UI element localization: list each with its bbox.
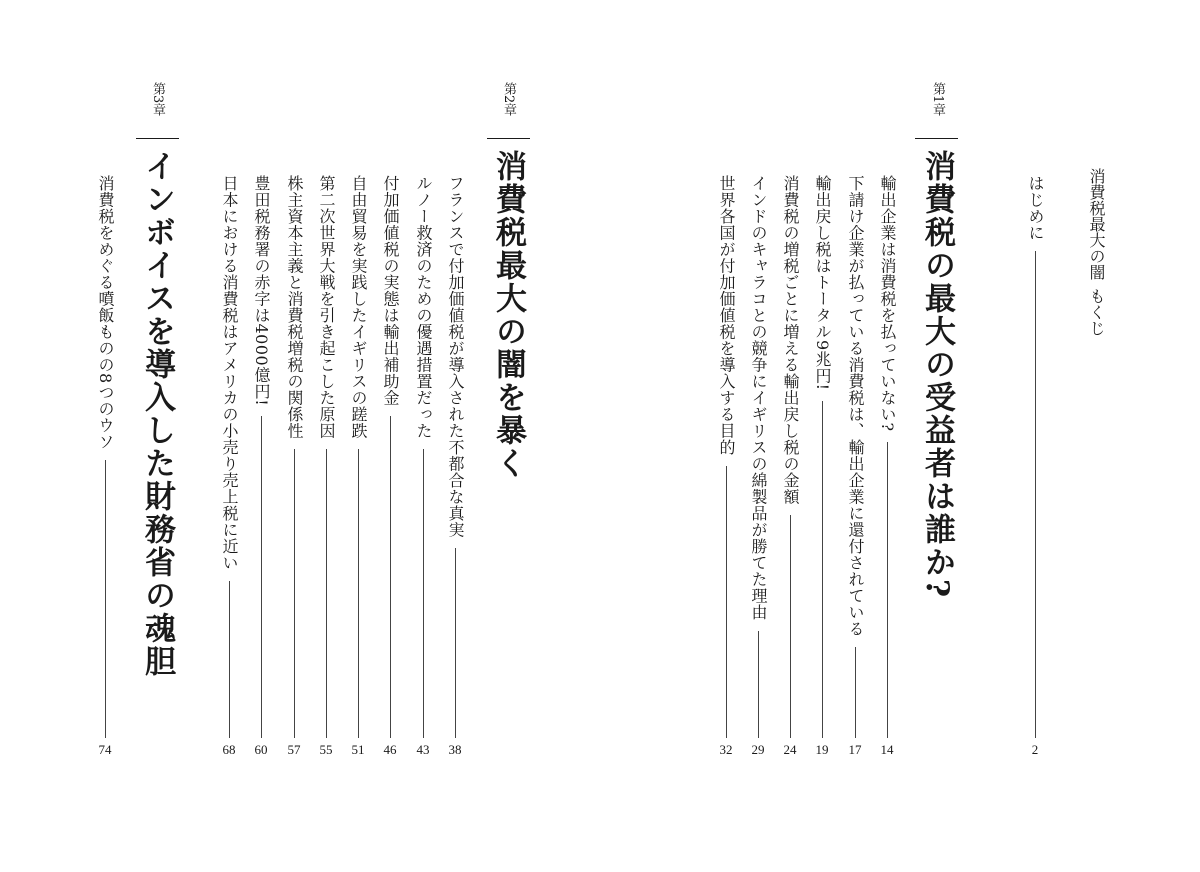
page-number: 46 [383,742,397,757]
chapter-label: 第3章 [150,82,165,117]
page-number: 17 [848,742,862,757]
leader-line [294,449,295,738]
page-number: 74 [98,742,112,757]
leader-line [1035,251,1036,738]
toc-entry-text: 輸出企業は消費税を払っていない? [878,175,897,432]
page-number: 68 [222,742,236,757]
toc-entry-text: 豊田税務署の赤字は4000億円! [252,175,271,407]
page-number: 29 [751,742,765,757]
toc-entry[interactable] [282,175,306,740]
page-number: 2 [1031,742,1039,757]
leader-line [261,416,262,738]
page-number: 43 [416,742,430,757]
leader-line [790,515,791,738]
leader-line [390,416,391,738]
toc-entry-text: 株主資本主義と消費税増税の関係性 [285,175,304,439]
toc-entry-text: 輸出戻し税はトータル9兆円! [813,175,832,391]
chapter-title[interactable]: 消費税の最大の受益者は誰か? [919,150,955,600]
toc-entry-intro[interactable] [1023,175,1047,740]
toc-entry-text: はじめに [1026,175,1045,241]
leader-line [229,581,230,738]
toc-entry-text: フランスで付加価値税が導入された不都合な真実 [446,175,465,538]
page-number: 38 [448,742,462,757]
toc-entry-text: 消費税をめぐる噴飯ものの8つのウソ [96,175,115,450]
toc-entry[interactable] [217,175,241,740]
page-number: 32 [719,742,733,757]
toc-entry-text: ルノー救済のための優遇措置だった [414,175,433,439]
chapter-divider [915,138,958,139]
toc-entry[interactable] [346,175,370,740]
toc-entry-text: 付加価値税の実態は輸出補助金 [381,175,400,406]
chapter-divider [136,138,179,139]
toc-entry-text: 日本における消費税はアメリカの小売り売上税に近い [220,175,239,571]
chapter-label: 第1章 [930,82,945,117]
toc-entry[interactable] [443,175,467,740]
page-number: 57 [287,742,301,757]
chapter-divider [487,138,530,139]
leader-line [855,647,856,738]
page-number: 55 [319,742,333,757]
leader-line [455,548,456,738]
toc-entry-text: 世界各国が付加価値税を導入する目的 [717,175,736,456]
toc-entry-text: インドのキャラコとの競争にイギリスの綿製品が勝てた理由 [749,175,768,621]
page-number: 51 [351,742,365,757]
page-number: 14 [880,742,894,757]
leader-line [105,460,106,738]
book-title: 消費税最大の闇 [1087,168,1106,280]
leader-line [758,631,759,739]
page-number: 60 [254,742,268,757]
toc-entry[interactable] [778,175,802,740]
toc-entry-text: 自由貿易を実践したイギリスの蹉跌 [349,175,368,439]
toc-entry[interactable] [875,175,899,740]
page-number: 24 [783,742,797,757]
leader-line [822,401,823,738]
page-number: 19 [815,742,829,757]
leader-line [358,449,359,738]
chapter-title[interactable]: インボイスを導入した財務省の魂胆 [139,150,175,678]
toc-entry[interactable] [714,175,738,740]
toc-entry-text: 消費税の増税ごとに増える輸出戻し税の金額 [781,175,800,505]
toc-entry-text: 下請け企業が払っている消費税は、輸出企業に還付されている [846,175,865,637]
toc-entry[interactable] [378,175,402,740]
chapter-label: 第2章 [501,82,516,117]
toc-entry[interactable] [314,175,338,740]
toc-entry[interactable] [843,175,867,740]
leader-line [726,466,727,739]
toc-entry[interactable] [93,175,117,740]
contents-label: もくじ [1087,288,1106,336]
leader-line [423,449,424,738]
toc-entry[interactable] [746,175,770,740]
toc-entry[interactable] [411,175,435,740]
toc-entry[interactable] [249,175,273,740]
chapter-title[interactable]: 消費税最大の闇を暴く [490,150,526,480]
leader-line [887,442,888,738]
leader-line [326,449,327,738]
toc-entry-text: 第二次世界大戦を引き起こした原因 [317,175,336,439]
toc-entry[interactable] [810,175,834,740]
